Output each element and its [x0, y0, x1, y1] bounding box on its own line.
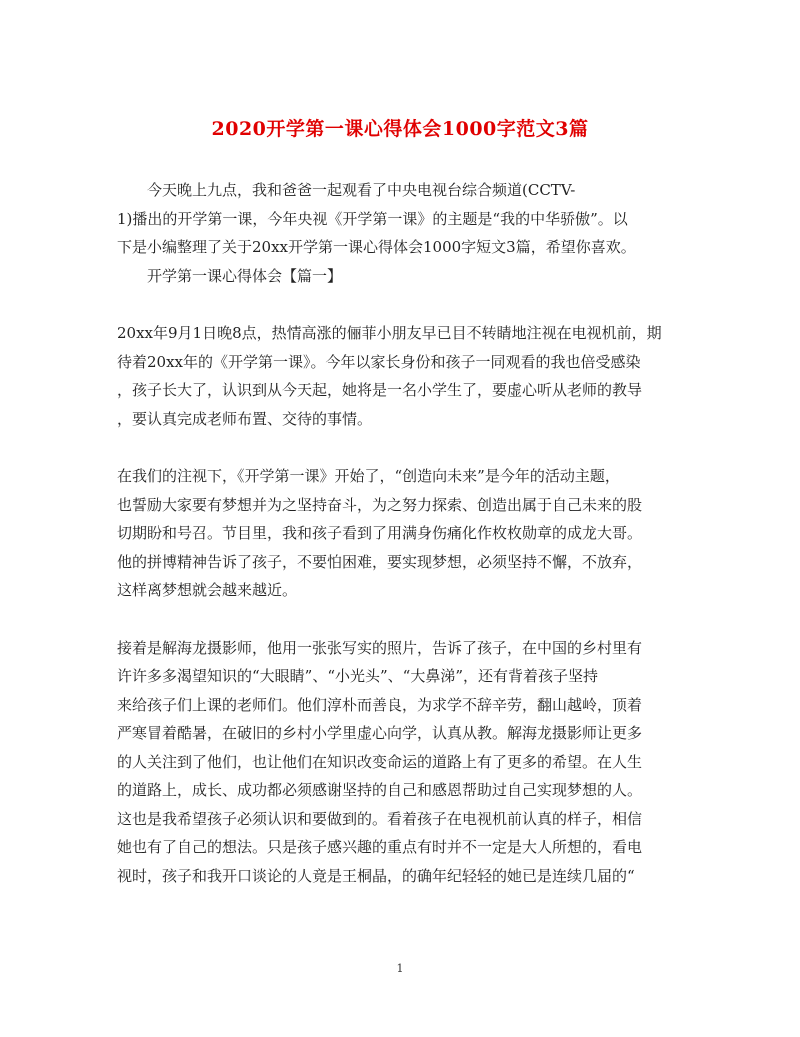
text-line: 这样离梦想就会越来越近。 [117, 581, 298, 599]
document-body [117, 176, 687, 890]
text-line: 的道路上，成长、成功都必须感谢坚持的自己和感恩帮助过自己实现梦想的人。 [117, 781, 643, 799]
page-number: 1 [396, 962, 404, 975]
text-line: 下是小编整理了关于20xx开学第一课心得体会1000字短文3篇，希望你喜欢。 [117, 238, 636, 256]
text-line: 视时，孩子和我开口谈论的人竟是王桐晶，的确年纪轻轻的她已是连续几届的“ [117, 866, 635, 885]
paragraph-1 [117, 319, 687, 433]
text-line: 切期盼和号召。节目里，我和孩子看到了用满身伤痛化作枚枚勋章的成龙大哥。 [117, 524, 643, 542]
text-line: 今天晚上九点，我和爸爸一起观看了中央电视台综合频道(CCTV- [147, 181, 576, 199]
paragraph-spacer [117, 290, 687, 319]
document-title: 2020开学第一课心得体会1000字范文3篇 [211, 118, 589, 140]
text-line: 这也是我希望孩子必须认识和要做到的。看着孩子在电视机前认真的样子，相信 [117, 809, 643, 828]
paragraph-2 [117, 462, 687, 605]
text-line: 严寒冒着酷暑，在破旧的乡村小学里虚心向学，认真从教。解海龙摄影师让更多 [117, 724, 643, 742]
text-line: 20xx年9月1日晚8点，热情高涨的俪菲小朋友早已目不转睛地注视在电视机前，期 [117, 324, 662, 342]
paragraph-spacer [117, 433, 687, 462]
text-line: 1)播出的开学第一课，今年央视《开学第一课》的主题是“我的中华骄傲”。以 [117, 209, 628, 228]
text-line: 接着是解海龙摄影师，他用一张张写实的照片，告诉了孩子，在中国的乡村里有 [117, 638, 643, 657]
text-line: 来给孩子们上课的老师们。他们淳朴而善良，为求学不辞辛劳，翻山越岭，顶着 [117, 695, 643, 714]
intro-paragraph [117, 176, 687, 262]
text-line: ，孩子长大了，认识到从今天起，她将是一名小学生了，要虚心听从老师的教导 [117, 381, 643, 399]
section-heading: 开学第一课心得体会【篇一】 [147, 266, 343, 285]
text-line: ，要认真完成老师布置、交待的事情。 [117, 409, 373, 428]
text-line: 待着20xx年的《开学第一课》。今年以家长身份和孩子一同观看的我也倍受感染 [117, 352, 641, 371]
paragraph-3 [117, 634, 687, 891]
text-line: 他的拼博精神告诉了孩子，不要怕困难，要实现梦想，必须坚持不懈，不放弃， [117, 552, 643, 571]
text-line: 她也有了自己的想法。只是孩子感兴趣的重点有时并不一定是大人所想的，看电 [117, 838, 643, 856]
paragraph-spacer [117, 605, 687, 634]
text-line: 也誓励大家要有梦想并为之坚持奋斗，为之努力探索、创造出属于自己未来的股 [117, 495, 643, 514]
text-line: 在我们的注视下，《开学第一课》开始了，“创造向未来”是今年的活动主题， [117, 467, 620, 485]
text-line: 的人关注到了他们，也让他们在知识改变命运的道路上有了更多的希望。在人生 [117, 752, 643, 771]
text-line: 许许多多渴望知识的“大眼睛”、“小光头”、“大鼻涕”，还有背着孩子坚持 [117, 667, 599, 685]
